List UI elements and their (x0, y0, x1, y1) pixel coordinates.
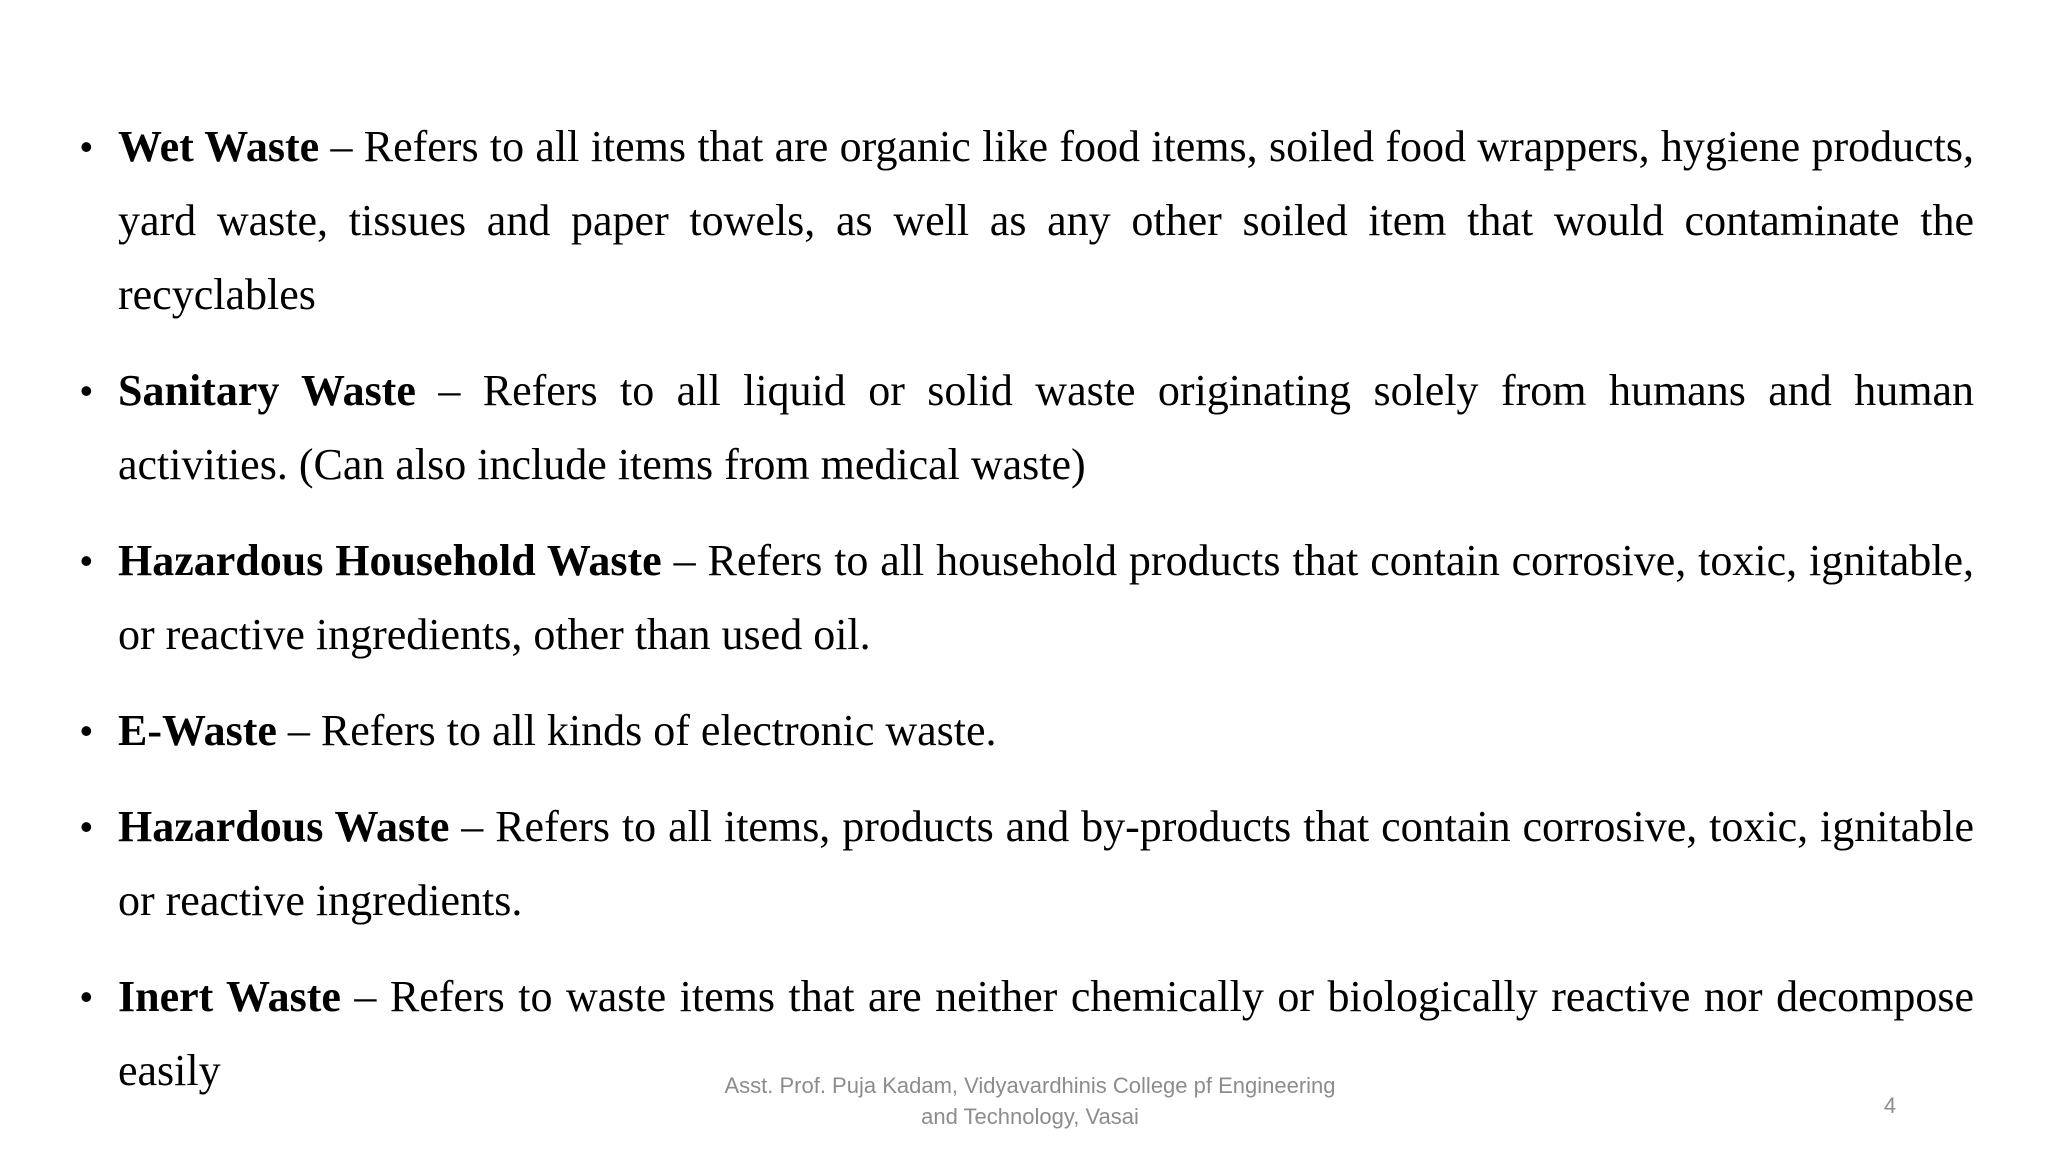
list-item (80, 524, 1974, 672)
separator: – (276, 706, 321, 755)
term: Sanitary Waste (118, 366, 416, 415)
description: Refers to all liquid or solid waste originating solely from humans and human activities. (Can also include items from medical waste) (118, 366, 1974, 489)
footer-text (690, 1070, 1370, 1132)
slide-number: 4 (1883, 1093, 1897, 1118)
bullet-icon: • (80, 126, 93, 167)
separator: – (340, 972, 390, 1021)
description: Refers to all household products that contain corrosive, toxic, ignitable, or reactive ingredients, other than used oil. (118, 536, 1975, 659)
list-item (80, 790, 1974, 938)
description: Refers to all items, products and by-products that contain corrosive, toxic, ignitable or reactive ingredients. (118, 802, 1975, 925)
list-item (80, 694, 1974, 768)
description: Refers to waste items that are neither chemically or biologically reactive nor decompose easily (118, 972, 1975, 1095)
footer-line-2: and Technology, Vasai (921, 1104, 1139, 1129)
bullet-icon: • (80, 540, 93, 581)
bullet-icon: • (80, 806, 93, 847)
term: Hazardous Household Waste (118, 536, 662, 585)
separator: – (319, 122, 364, 171)
term: Hazardous Waste (118, 802, 450, 851)
separator: – (449, 802, 496, 851)
list-item (80, 354, 1974, 502)
term: Wet Waste (118, 122, 320, 171)
term: E-Waste (118, 706, 277, 755)
separator: – (661, 536, 708, 585)
term: Inert Waste (118, 972, 341, 1021)
description: Refers to all kinds of electronic waste. (320, 706, 997, 755)
bullet-icon: • (80, 710, 93, 751)
bullet-list (80, 110, 1974, 1130)
description: Refers to all items that are organic like food items, soiled food wrappers, hygiene products, yard waste, tissues and paper towels, as well as any other soiled item that would contaminate the recyclables (118, 122, 1974, 319)
bullet-icon: • (80, 976, 93, 1017)
bullet-icon: • (80, 370, 93, 411)
footer-line-1: Asst. Prof. Puja Kadam, Vidyavardhinis College pf Engineering (724, 1073, 1336, 1098)
list-item (80, 110, 1974, 332)
separator: – (415, 366, 483, 415)
